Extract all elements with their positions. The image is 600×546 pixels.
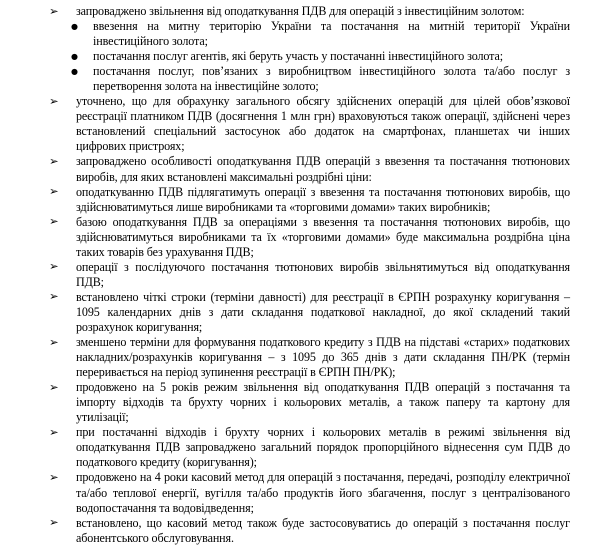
- bullet-item-text: базою оподаткування ПДВ за операціями з ввезення та постачання тютюнових виробів, що здійснюватимуться виробниками та їх «торговими домами» буде максимальна роздрібна ціна таких товарів без урахування ПДВ;: [76, 214, 570, 259]
- sub-list-container: [48, 19, 570, 94]
- bullet-item-level1: [48, 215, 570, 260]
- arrow-bullet-icon: ➢: [49, 93, 59, 108]
- arrow-bullet-icon: ➢: [49, 289, 59, 304]
- bullet-item-level1: [48, 4, 570, 19]
- bullet-item-text: встановлено, що касовий метод також буде застосовуватись до операцій з постачання послуг абонентського обслуговування.: [76, 515, 570, 545]
- bullet-item-text: при постачанні відходів і брухту чорних і кольорових металів в режимі звільнення від оподаткування ПДВ запроваджено загальний порядок пропорційного віднесення сум ПДВ до податкового кредиту (коригування);: [76, 425, 570, 470]
- bullet-item-text: зменшено терміни для формування податкового кредиту з ПДВ на підставі «старих» податкових накладних/розрахунків коригування – з 1095 до 365 днів з дати складання ПН/РК (термін переривається на період зупинення реєстрації в ЄРПН ПН/РК);: [76, 335, 570, 380]
- bullet-item-level1: [48, 380, 570, 425]
- arrow-bullet-icon: ➢: [49, 469, 59, 484]
- bullet-item-level1: [48, 335, 570, 380]
- arrow-bullet-icon: ➢: [49, 153, 59, 168]
- bullet-list: [48, 4, 570, 546]
- sub-bullet-list: [48, 19, 570, 94]
- bullet-item-text: запроваджено звільнення від оподаткування ПДВ для операцій з інвестиційним золотом:: [76, 4, 525, 18]
- bullet-item-text: ввезення на митну територію України та постачання на митній території України інвестиційного золота;: [93, 19, 570, 49]
- bullet-item-text: встановлено чіткі строки (терміни давності) для реєстрації в ЄРПН розрахунку коригування – 1095 календарних днів з дати складання податкової накладної, до якої складений такий розрахунок коригування;: [76, 289, 570, 334]
- bullet-item-level1: [48, 260, 570, 290]
- round-bullet-icon: ●: [71, 52, 78, 62]
- bullet-item-text: оподаткуванню ПДВ підлягатимуть операції з ввезення та постачання тютюнових виробів, що здійснюватимуться лише виробниками та «торговими домами» таких виробників;: [76, 184, 570, 214]
- bullet-item-level1: [48, 470, 570, 515]
- bullet-item-level2: [60, 49, 570, 64]
- bullet-item-level1: [48, 154, 570, 184]
- round-bullet-icon: ●: [71, 22, 78, 32]
- bullet-item-level2: [60, 19, 570, 49]
- bullet-item-text: запроваджено особливості оподаткування ПДВ операцій з ввезення та постачання тютюнових виробів, для яких встановлені максимальні роздрібні ціни:: [76, 154, 570, 184]
- arrow-bullet-icon: ➢: [49, 379, 59, 394]
- arrow-bullet-icon: ➢: [49, 214, 59, 229]
- bullet-item-level1: [48, 516, 570, 546]
- arrow-bullet-icon: ➢: [49, 259, 59, 274]
- arrow-bullet-icon: ➢: [49, 334, 59, 349]
- round-bullet-icon: ●: [71, 67, 78, 77]
- arrow-bullet-icon: ➢: [49, 3, 59, 18]
- bullet-item-level2: [60, 64, 570, 94]
- bullet-item-level1: [48, 425, 570, 470]
- bullet-item-text: уточнено, що для обрахунку загального обсягу здійснених операцій для цілей обов’язкової реєстрації платником ПДВ (досягнення 1 млн грн) враховуються також операції, здійснені через встановлений спеціальний застосунок або додаток на смартфонах, планшетах чи інших цифрових пристроях;: [76, 94, 570, 154]
- bullet-item-level1: [48, 185, 570, 215]
- arrow-bullet-icon: ➢: [49, 515, 59, 530]
- bullet-item-text: продовжено на 4 роки касовий метод для операцій з постачання, передачі, розподілу електричної та/або теплової енергії, вугілля та/або продуктів його збагачення, послуг з централізованого водопостачання та водовідведення;: [76, 470, 570, 515]
- bullet-item-text: продовжено на 5 років режим звільнення від оподаткування ПДВ операцій з постачання та імпорту відходів та брухту чорних і кольорових металів, а також паперу та картону для утилізації;: [76, 380, 570, 425]
- arrow-bullet-icon: ➢: [49, 184, 59, 199]
- arrow-bullet-icon: ➢: [49, 424, 59, 439]
- bullet-item-level1: [48, 290, 570, 335]
- bullet-item-text: постачання послуг агентів, які беруть участь у постачанні інвестиційного золота;: [93, 49, 503, 64]
- bullet-item-text: постачання послуг, пов’язаних з виробництвом інвестиційного золота та/або послуг з перетворення золота на інвестиційне золото;: [93, 64, 570, 94]
- bullet-item-text: операції з послідуючого постачання тютюнових виробів звільнятимуться від оподаткування ПДВ;: [76, 259, 570, 289]
- bullet-item-level1: [48, 94, 570, 154]
